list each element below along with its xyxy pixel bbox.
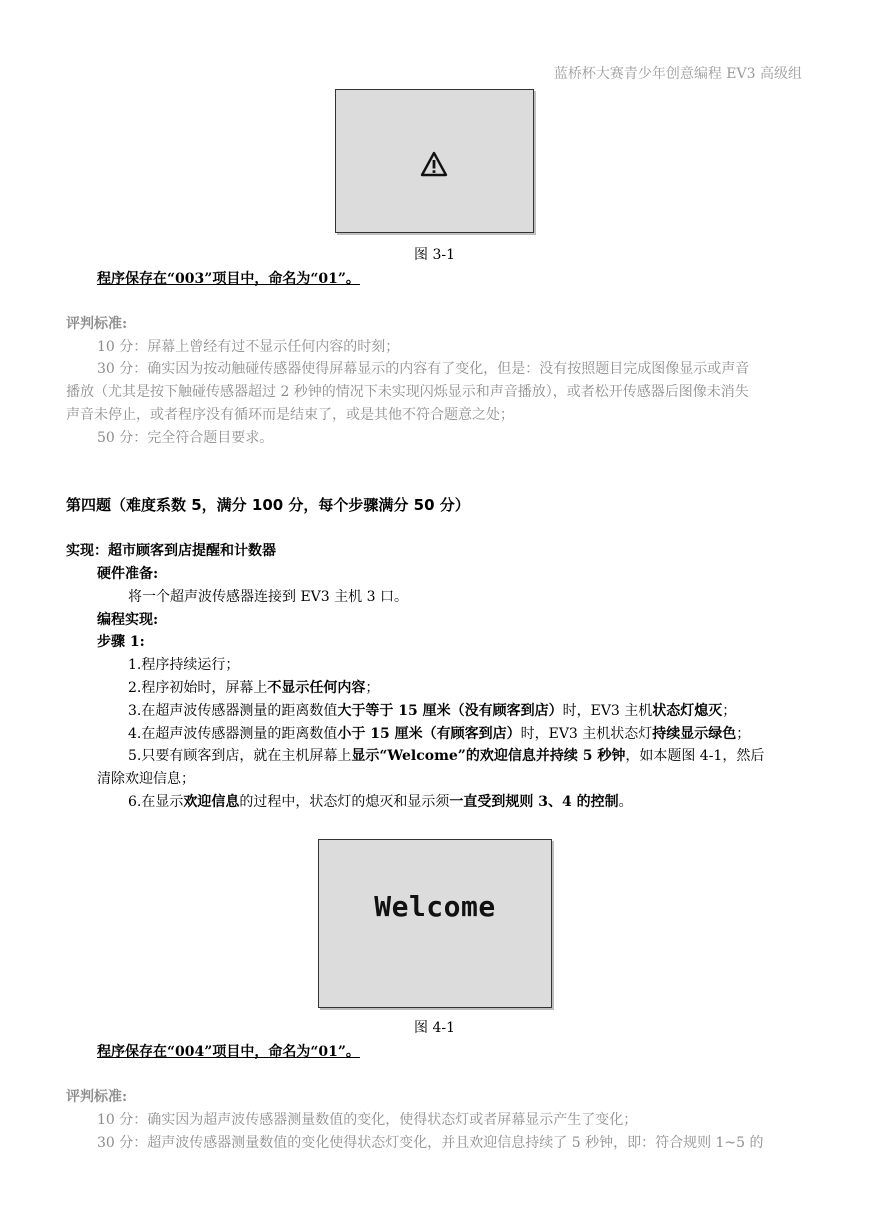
rule-text: 时，EV3 主机 [562,703,653,719]
rule-text: 4.在超声波传感器测量的距离数值 [128,726,338,742]
hardware-title: 硬件准备: [97,566,159,582]
grading-item: 30 分：确实因为按动触碰传感器使得屏幕显示的内容有了变化，但是：没有按照题目完成图像显示或声音 [97,361,750,377]
page-header: 蓝桥杯大赛青少年创意编程 EV3 高级组 [553,66,802,82]
rule-text: ； [365,680,380,696]
rule-text: 6.在显示 [128,794,184,810]
welcome-screen-text: Welcome [374,890,496,923]
rule-text: 5.只要有顾客到店，就在主机屏幕上 [128,748,352,764]
warning-triangle-icon [420,151,448,177]
programming-title: 编程实现: [97,612,159,628]
grading-title: 评判标准: [66,316,128,332]
ev3-screen-welcome [318,839,552,1008]
step-rule-5-cont: 清除欢迎信息； [97,771,195,787]
rule-emphasis: 状态灯熄灭 [652,703,723,719]
hardware-text: 将一个超声波传感器连接到 EV3 主机 3 口。 [128,589,408,605]
rule-text: ，如本题图 4-1，然后 [625,748,765,764]
step-rule-6 [128,791,633,811]
step-rule-3 [128,700,736,720]
step-title: 步骤 1: [97,634,145,650]
figure-caption-4-1: 图 4-1 [414,1020,455,1036]
rule-text: 。 [618,794,633,810]
rule-text: 2.程序初始时，屏幕上 [128,680,268,696]
rule-emphasis: 欢迎信息 [183,794,240,810]
grading-item: 播放（尤其是按下触碰传感器超过 2 秒钟的情况下未实现闪烁显示和声音播放），或者松开传感器后图像未消失 [66,384,749,400]
task-title: 实现：超市顾客到店提醒和计数器 [66,543,276,559]
rule-emphasis: 不显示任何内容 [267,680,366,696]
step-rule-2 [128,677,379,697]
rule-text: 的过程中，状态灯的熄灭和显示须 [239,794,450,810]
grading-item: 10 分：确实因为超声波传感器测量数值的变化，使得状态灯或者屏幕显示产生了变化； [97,1112,638,1128]
save-instruction-004: 程序保存在“004”项目中，命名为“01”。 [97,1044,360,1060]
rule-text: 3.在超声波传感器测量的距离数值 [128,703,338,719]
step-rule-5 [128,745,764,765]
grading-item: 50 分：完全符合题目要求。 [97,430,274,446]
grading-item: 声音未停止，或者程序没有循环而是结束了，或是其他不符合题意之处； [66,407,514,423]
grading-item: 10 分：屏幕上曾经有过不显示任何内容的时刻； [97,339,400,355]
grading-title: 评判标准: [66,1089,128,1105]
ev3-screen-warning [335,89,534,233]
step-rule-1: 1.程序持续运行； [128,657,240,673]
rule-emphasis: 小于 15 厘米（有顾客到店） [337,726,521,742]
step-rule-4 [128,723,750,743]
rule-text: ； [722,703,737,719]
rule-text: ； [736,726,751,742]
rule-emphasis: 大于等于 15 厘米（没有顾客到店） [337,703,563,719]
rule-emphasis: 显示“Welcome”的欢迎信息并持续 5 秒钟 [351,748,626,764]
rule-emphasis: 持续显示绿色 [652,726,737,742]
question-title: 第四题（难度系数 5，满分 100 分，每个步骤满分 50 分） [66,496,470,514]
figure-caption-3-1: 图 3-1 [414,247,455,263]
save-instruction-003: 程序保存在“003”项目中，命名为“01”。 [97,271,360,287]
rule-emphasis: 一直受到规则 3、4 的控制 [449,794,619,810]
grading-item: 30 分：超声波传感器测量数值的变化使得状态灯变化，并且欢迎信息持续了 5 秒钟，即：符合规则 1~5 的 [97,1135,764,1151]
rule-text: 时，EV3 主机状态灯 [520,726,653,742]
